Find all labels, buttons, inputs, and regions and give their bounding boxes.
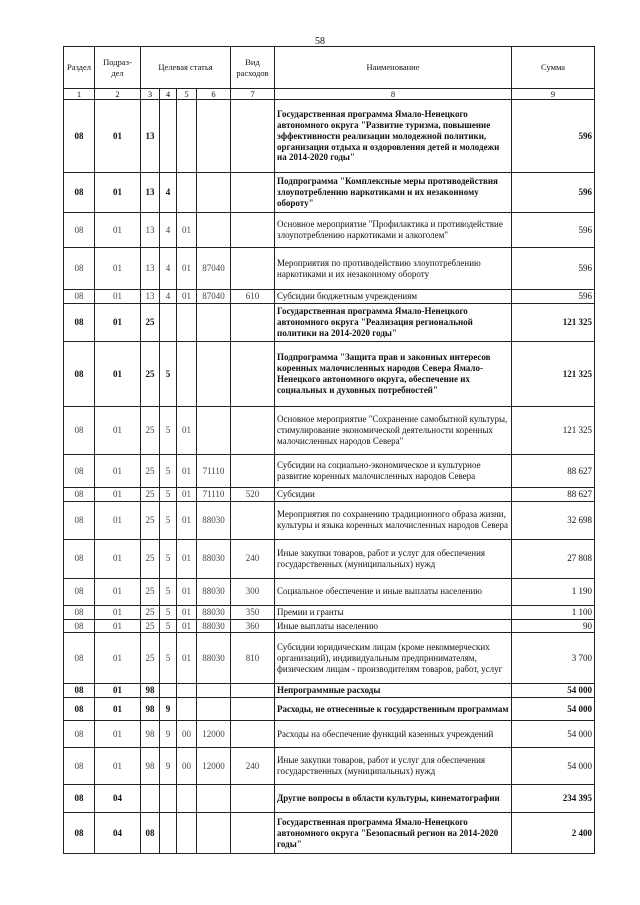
- table-row: [64, 633, 595, 684]
- cell-target-program: 25: [141, 454, 160, 487]
- cell-target-program: 13: [141, 213, 160, 248]
- cell-target-program: 25: [141, 578, 160, 605]
- cell-target-program: 08: [141, 813, 160, 854]
- cell-razdel: 08: [64, 721, 95, 748]
- table-row: [64, 290, 595, 304]
- cell-sum: 121 325: [512, 341, 595, 406]
- cell-target-program: 98: [141, 721, 160, 748]
- cell-target-subprogram: 9: [160, 748, 177, 785]
- column-number: 7: [231, 89, 275, 100]
- cell-razdel: 08: [64, 578, 95, 605]
- cell-expense-type: [231, 698, 275, 721]
- header-target-article: Целевая статья: [141, 47, 231, 89]
- cell-target-subprogram: 5: [160, 633, 177, 684]
- table-row: [64, 213, 595, 248]
- cell-target-event: 01: [177, 501, 197, 539]
- cell-expense-type: 360: [231, 619, 275, 633]
- cell-razdel: 08: [64, 213, 95, 248]
- column-number: 4: [160, 89, 177, 100]
- cell-target-direction: [197, 173, 231, 213]
- cell-name: Субсидии: [275, 487, 512, 501]
- cell-razdel: 08: [64, 698, 95, 721]
- cell-target-direction: 71110: [197, 454, 231, 487]
- cell-expense-type: [231, 248, 275, 290]
- cell-sum: 32 698: [512, 501, 595, 539]
- cell-target-event: 01: [177, 619, 197, 633]
- cell-target-direction: 87040: [197, 248, 231, 290]
- cell-expense-type: [231, 684, 275, 698]
- cell-podrazdel: 01: [95, 406, 141, 454]
- cell-target-direction: [197, 813, 231, 854]
- cell-razdel: 08: [64, 173, 95, 213]
- cell-expense-type: 240: [231, 748, 275, 785]
- header-sum: Сумма: [512, 47, 595, 89]
- page-number: 58: [315, 36, 325, 47]
- budget-table: [63, 46, 595, 854]
- cell-target-program: 25: [141, 501, 160, 539]
- cell-expense-type: [231, 100, 275, 173]
- table-row: [64, 785, 595, 813]
- cell-target-direction: [197, 303, 231, 341]
- table-row: [64, 605, 595, 619]
- cell-expense-type: [231, 785, 275, 813]
- cell-target-subprogram: [160, 303, 177, 341]
- cell-podrazdel: 01: [95, 578, 141, 605]
- cell-target-program: 25: [141, 619, 160, 633]
- cell-podrazdel: 01: [95, 173, 141, 213]
- cell-razdel: 08: [64, 539, 95, 578]
- cell-name: Основное мероприятие "Сохранение самобытной культуры, стимулирование экономической деятельности коренных малочисленных народов Севера": [275, 406, 512, 454]
- cell-target-direction: 88030: [197, 578, 231, 605]
- header-name: Наименование: [275, 47, 512, 89]
- cell-podrazdel: 01: [95, 501, 141, 539]
- cell-target-subprogram: 5: [160, 539, 177, 578]
- table-row: [64, 748, 595, 785]
- cell-name: Премии и гранты: [275, 605, 512, 619]
- cell-target-program: 25: [141, 487, 160, 501]
- cell-expense-type: 520: [231, 487, 275, 501]
- cell-name: Непрограммные расходы: [275, 684, 512, 698]
- cell-target-direction: [197, 406, 231, 454]
- cell-target-event: [177, 303, 197, 341]
- cell-podrazdel: 01: [95, 341, 141, 406]
- cell-razdel: 08: [64, 501, 95, 539]
- cell-razdel: 08: [64, 303, 95, 341]
- cell-target-program: [141, 785, 160, 813]
- cell-target-subprogram: [160, 684, 177, 698]
- cell-target-event: 01: [177, 454, 197, 487]
- cell-sum: 2 400: [512, 813, 595, 854]
- cell-name: Иные закупки товаров, работ и услуг для обеспечения государственных (муниципальных) нужд: [275, 539, 512, 578]
- cell-name: Расходы на обеспечение функций казенных учреждений: [275, 721, 512, 748]
- cell-podrazdel: 01: [95, 684, 141, 698]
- cell-sum: 3 700: [512, 633, 595, 684]
- cell-expense-type: 300: [231, 578, 275, 605]
- cell-expense-type: [231, 721, 275, 748]
- cell-podrazdel: 01: [95, 487, 141, 501]
- cell-target-subprogram: 9: [160, 721, 177, 748]
- column-number: 8: [275, 89, 512, 100]
- cell-name: Государственная программа Ямало-Ненецкого автономного округа "Реализация региональной политики на 2014-2020 годы": [275, 303, 512, 341]
- cell-target-direction: 12000: [197, 748, 231, 785]
- cell-target-subprogram: 4: [160, 290, 177, 304]
- cell-sum: 596: [512, 213, 595, 248]
- cell-razdel: 08: [64, 406, 95, 454]
- cell-podrazdel: 04: [95, 785, 141, 813]
- header-expense-type: Вид расходов: [231, 47, 275, 89]
- cell-target-program: 13: [141, 173, 160, 213]
- cell-name: Субсидии юридическим лицам (кроме некоммерческих организаций), индивидуальным предпринимателям, физическим лицам - производителям товаров, работ, услуг: [275, 633, 512, 684]
- cell-razdel: 08: [64, 248, 95, 290]
- cell-target-subprogram: [160, 100, 177, 173]
- cell-target-event: [177, 341, 197, 406]
- cell-podrazdel: 04: [95, 813, 141, 854]
- header-row: [64, 47, 595, 89]
- cell-target-event: [177, 785, 197, 813]
- cell-name: Государственная программа Ямало-Ненецкого автономного округа "Развитие туризма, повышение эффективности реализации молодежной политики, организация отдыха и оздоровления детей и молодежи на 2014-2020 годы": [275, 100, 512, 173]
- cell-target-direction: [197, 698, 231, 721]
- cell-target-direction: 88030: [197, 501, 231, 539]
- cell-target-subprogram: [160, 785, 177, 813]
- table-row: [64, 698, 595, 721]
- cell-target-subprogram: 4: [160, 213, 177, 248]
- cell-target-subprogram: 5: [160, 619, 177, 633]
- table-row: [64, 100, 595, 173]
- table-row: [64, 341, 595, 406]
- cell-target-subprogram: [160, 813, 177, 854]
- cell-podrazdel: 01: [95, 698, 141, 721]
- cell-target-program: 98: [141, 698, 160, 721]
- cell-target-program: 98: [141, 684, 160, 698]
- table-row: [64, 578, 595, 605]
- table-row: [64, 454, 595, 487]
- column-number: 2: [95, 89, 141, 100]
- table-row: [64, 303, 595, 341]
- cell-target-direction: [197, 213, 231, 248]
- column-number: 1: [64, 89, 95, 100]
- cell-razdel: 08: [64, 290, 95, 304]
- cell-expense-type: [231, 213, 275, 248]
- cell-target-event: 01: [177, 213, 197, 248]
- cell-expense-type: [231, 341, 275, 406]
- cell-name: Мероприятия по сохранению традиционного образа жизни, культуры и языка коренных малочисленных народов Севера: [275, 501, 512, 539]
- cell-name: Мероприятия по противодействию злоупотреблению наркотиками и их незаконному обороту: [275, 248, 512, 290]
- cell-target-program: 13: [141, 100, 160, 173]
- cell-sum: 596: [512, 100, 595, 173]
- cell-name: Социальное обеспечение и иные выплаты населению: [275, 578, 512, 605]
- table-row: [64, 619, 595, 633]
- cell-sum: 596: [512, 173, 595, 213]
- cell-name: Подпрограмма "Комплексные меры противодействия злоупотреблению наркотиками и их незаконному обороту": [275, 173, 512, 213]
- cell-sum: 27 808: [512, 539, 595, 578]
- cell-razdel: 08: [64, 633, 95, 684]
- cell-target-direction: 71110: [197, 487, 231, 501]
- cell-sum: 88 627: [512, 487, 595, 501]
- cell-target-program: 25: [141, 539, 160, 578]
- cell-podrazdel: 01: [95, 619, 141, 633]
- cell-target-event: 01: [177, 290, 197, 304]
- cell-razdel: 08: [64, 605, 95, 619]
- cell-target-event: 00: [177, 721, 197, 748]
- cell-podrazdel: 01: [95, 290, 141, 304]
- cell-name: Другие вопросы в области культуры, кинематографии: [275, 785, 512, 813]
- cell-sum: 88 627: [512, 454, 595, 487]
- cell-razdel: 08: [64, 813, 95, 854]
- cell-sum: 234 395: [512, 785, 595, 813]
- cell-sum: 54 000: [512, 684, 595, 698]
- table-row: [64, 487, 595, 501]
- cell-expense-type: [231, 813, 275, 854]
- cell-name: Субсидии на социально-экономическое и культурное развитие коренных малочисленных народов Севера: [275, 454, 512, 487]
- table-row: [64, 248, 595, 290]
- cell-target-program: 25: [141, 605, 160, 619]
- table-row: [64, 501, 595, 539]
- cell-target-program: 25: [141, 406, 160, 454]
- cell-target-event: [177, 684, 197, 698]
- cell-target-subprogram: 4: [160, 248, 177, 290]
- cell-target-event: 01: [177, 248, 197, 290]
- cell-target-direction: 88030: [197, 605, 231, 619]
- cell-target-event: 01: [177, 633, 197, 684]
- cell-target-direction: [197, 684, 231, 698]
- cell-podrazdel: 01: [95, 248, 141, 290]
- column-number: 3: [141, 89, 160, 100]
- cell-podrazdel: 01: [95, 303, 141, 341]
- cell-razdel: 08: [64, 341, 95, 406]
- cell-razdel: 08: [64, 100, 95, 173]
- cell-podrazdel: 01: [95, 100, 141, 173]
- cell-target-event: 00: [177, 748, 197, 785]
- cell-expense-type: [231, 454, 275, 487]
- table-row: [64, 406, 595, 454]
- table-row: [64, 684, 595, 698]
- cell-target-event: 01: [177, 539, 197, 578]
- cell-expense-type: 350: [231, 605, 275, 619]
- cell-podrazdel: 01: [95, 633, 141, 684]
- cell-target-direction: 12000: [197, 721, 231, 748]
- cell-sum: 121 325: [512, 406, 595, 454]
- cell-target-subprogram: 9: [160, 698, 177, 721]
- cell-target-direction: 88030: [197, 539, 231, 578]
- table-row: [64, 721, 595, 748]
- cell-name: Основное мероприятие "Профилактика и противодействие злоупотреблению наркотиками и алкоголем": [275, 213, 512, 248]
- column-number: 6: [197, 89, 231, 100]
- cell-expense-type: 240: [231, 539, 275, 578]
- cell-target-subprogram: 5: [160, 487, 177, 501]
- cell-target-subprogram: 5: [160, 454, 177, 487]
- table-row: [64, 539, 595, 578]
- table-row: [64, 173, 595, 213]
- cell-target-event: [177, 698, 197, 721]
- cell-expense-type: 610: [231, 290, 275, 304]
- cell-sum: 1 190: [512, 578, 595, 605]
- cell-podrazdel: 01: [95, 454, 141, 487]
- cell-podrazdel: 01: [95, 721, 141, 748]
- cell-target-event: [177, 813, 197, 854]
- cell-target-subprogram: 4: [160, 173, 177, 213]
- header-razdel: Раздел: [64, 47, 95, 89]
- cell-razdel: 08: [64, 619, 95, 633]
- cell-target-program: 25: [141, 341, 160, 406]
- cell-target-direction: [197, 100, 231, 173]
- column-number: 5: [177, 89, 197, 100]
- cell-razdel: 08: [64, 748, 95, 785]
- cell-podrazdel: 01: [95, 748, 141, 785]
- cell-target-program: 98: [141, 748, 160, 785]
- cell-target-program: 25: [141, 303, 160, 341]
- cell-target-subprogram: 5: [160, 341, 177, 406]
- cell-target-direction: [197, 341, 231, 406]
- cell-sum: 596: [512, 290, 595, 304]
- cell-sum: 121 325: [512, 303, 595, 341]
- cell-target-program: 25: [141, 633, 160, 684]
- cell-expense-type: [231, 303, 275, 341]
- column-numbers-row: [64, 89, 595, 100]
- cell-podrazdel: 01: [95, 213, 141, 248]
- cell-expense-type: [231, 406, 275, 454]
- cell-name: Иные закупки товаров, работ и услуг для обеспечения государственных (муниципальных) нужд: [275, 748, 512, 785]
- table-row: [64, 813, 595, 854]
- cell-target-direction: 88030: [197, 633, 231, 684]
- cell-razdel: 08: [64, 487, 95, 501]
- cell-name: Иные выплаты населению: [275, 619, 512, 633]
- cell-expense-type: 810: [231, 633, 275, 684]
- cell-name: Подпрограмма "Защита прав и законных интересов коренных малочисленных народов Севера Ямало-Ненецкого автономного округа, обеспечение их социальных и духовных потребностей": [275, 341, 512, 406]
- column-number: 9: [512, 89, 595, 100]
- cell-sum: 90: [512, 619, 595, 633]
- header-podrazdel: Подраз-дел: [95, 47, 141, 89]
- cell-target-event: 01: [177, 406, 197, 454]
- cell-target-subprogram: 5: [160, 501, 177, 539]
- cell-razdel: 08: [64, 785, 95, 813]
- cell-sum: 596: [512, 248, 595, 290]
- cell-sum: 54 000: [512, 748, 595, 785]
- cell-target-direction: 87040: [197, 290, 231, 304]
- cell-target-program: 13: [141, 248, 160, 290]
- cell-sum: 1 100: [512, 605, 595, 619]
- cell-name: Государственная программа Ямало-Ненецкого автономного округа "Безопасный регион на 2014-2020 годы": [275, 813, 512, 854]
- cell-podrazdel: 01: [95, 605, 141, 619]
- cell-sum: 54 000: [512, 721, 595, 748]
- cell-target-subprogram: 5: [160, 406, 177, 454]
- cell-sum: 54 000: [512, 698, 595, 721]
- cell-name: Субсидии бюджетным учреждениям: [275, 290, 512, 304]
- cell-target-program: 13: [141, 290, 160, 304]
- cell-target-event: 01: [177, 578, 197, 605]
- cell-target-direction: [197, 785, 231, 813]
- cell-expense-type: [231, 501, 275, 539]
- cell-target-subprogram: 5: [160, 605, 177, 619]
- cell-razdel: 08: [64, 454, 95, 487]
- cell-target-event: 01: [177, 605, 197, 619]
- cell-target-event: 01: [177, 487, 197, 501]
- cell-expense-type: [231, 173, 275, 213]
- cell-target-direction: 88030: [197, 619, 231, 633]
- cell-target-event: [177, 173, 197, 213]
- cell-name: Расходы, не отнесенные к государственным программам: [275, 698, 512, 721]
- cell-razdel: 08: [64, 684, 95, 698]
- cell-target-event: [177, 100, 197, 173]
- cell-podrazdel: 01: [95, 539, 141, 578]
- cell-target-subprogram: 5: [160, 578, 177, 605]
